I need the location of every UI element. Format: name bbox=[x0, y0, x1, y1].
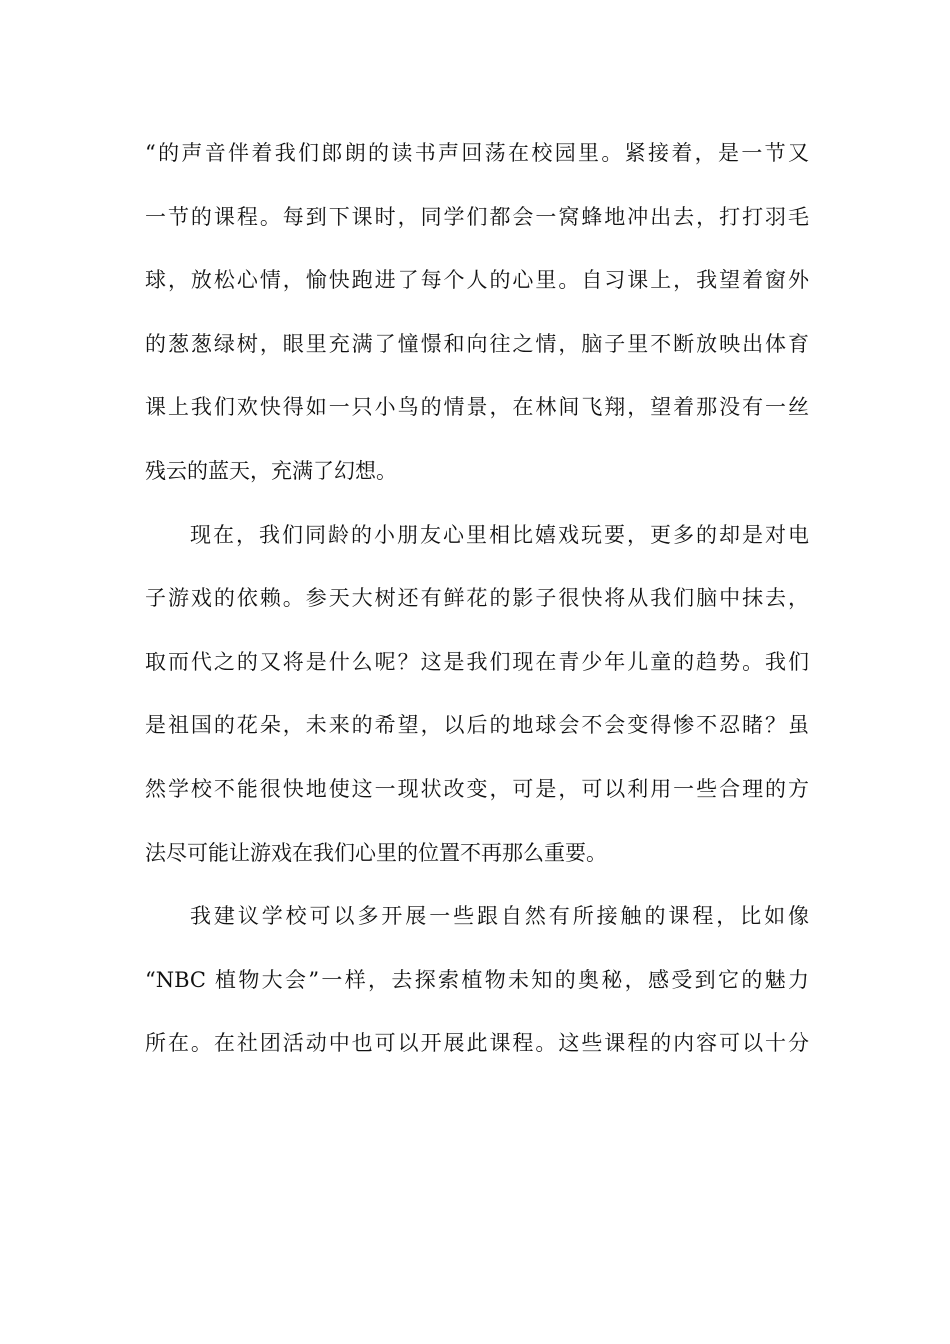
text-line: 取而代之的又将是什么呢？这是我们现在青少年儿童的趋势。我们 bbox=[145, 649, 809, 674]
text-line: 所在。在社团活动中也可以开展此课程。这些课程的内容可以十分 bbox=[145, 1031, 809, 1056]
paragraph-1 bbox=[145, 130, 809, 512]
paragraph-2 bbox=[145, 512, 809, 894]
text-line: 一节的课程。每到下课时，同学们都会一窝蜂地冲出去，打打羽毛 bbox=[145, 204, 809, 229]
text-line: 残云的蓝天，充满了幻想。 bbox=[145, 458, 397, 483]
text-line: 法尽可能让游戏在我们心里的位置不再那么重要。 bbox=[145, 840, 607, 865]
text-line: 子游戏的依赖。参天大树还有鲜花的影子很快将从我们脑中抹去， bbox=[145, 586, 809, 611]
text-line: 的葱葱绿树，眼里充满了憧憬和向往之情，脑子里不断放映出体育 bbox=[145, 331, 809, 356]
text-line: 然学校不能很快地使这一现状改变，可是，可以利用一些合理的方 bbox=[145, 776, 809, 801]
text-line: “NBC 植物大会”一样，去探索植物未知的奥秘，感受到它的魅力 bbox=[145, 967, 809, 992]
text-line: 我建议学校可以多开展一些跟自然有所接触的课程，比如像 bbox=[190, 904, 809, 929]
text-line: 球，放松心情，愉快跑进了每个人的心里。自习课上，我望着窗外 bbox=[145, 268, 809, 293]
document-body bbox=[145, 130, 809, 1084]
text-line: 课上我们欢快得如一只小鸟的情景，在林间飞翔，望着那没有一丝 bbox=[145, 395, 809, 420]
text-line: 现在，我们同龄的小朋友心里相比嬉戏玩要，更多的却是对电 bbox=[190, 522, 809, 547]
text-line: “的声音伴着我们郎朗的读书声回荡在校园里。紧接着，是一节又 bbox=[145, 141, 809, 165]
text-line: 是祖国的花朵，未来的希望，以后的地球会不会变得惨不忍睹？虽 bbox=[145, 713, 809, 738]
paragraph-3 bbox=[145, 893, 809, 1084]
